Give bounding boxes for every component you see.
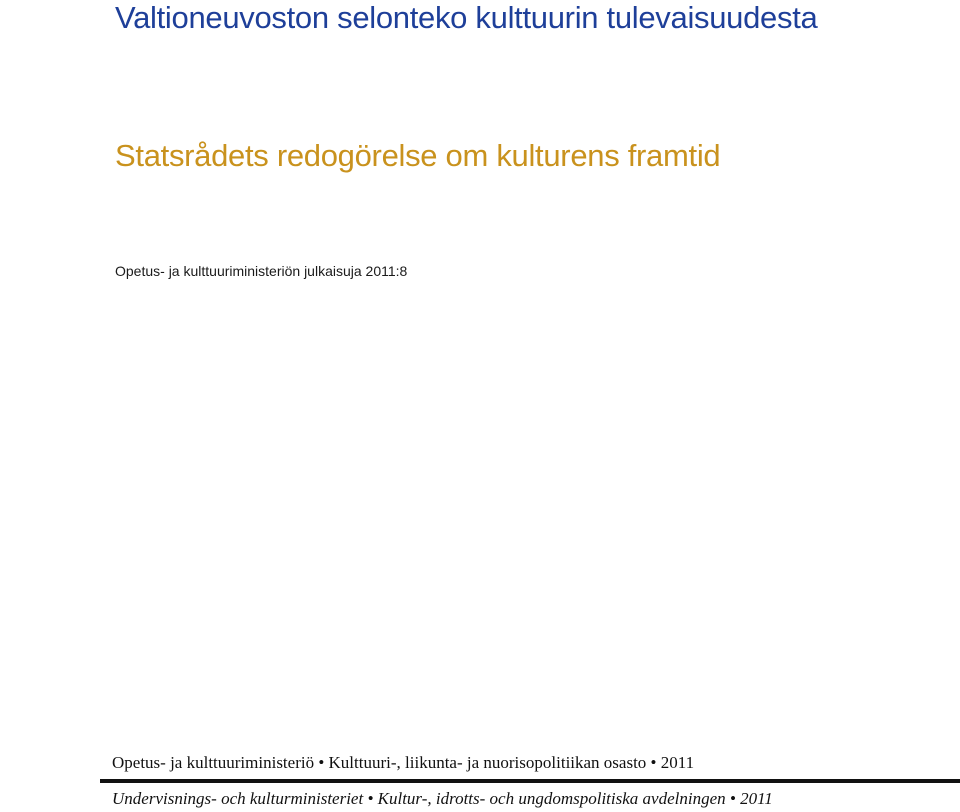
publisher-swedish: Undervisnings- och kulturministeriet • Kultur-, idrotts- och ungdomspolitiska avdelningen • 2011 (112, 789, 773, 808)
footer-divider (100, 779, 960, 783)
title-swedish: Statsrådets redogörelse om kulturens framtid (115, 138, 721, 173)
publisher-finnish: Opetus- ja kulttuuriministeriö • Kulttuuri-, liikunta- ja nuorisopolitiikan osasto • 2011 (112, 753, 695, 772)
publication-series: Opetus- ja kulttuuriministeriön julkaisuja 2011:8 (115, 263, 408, 279)
title-finnish: Valtioneuvoston selonteko kulttuurin tulevaisuudesta (115, 0, 818, 35)
